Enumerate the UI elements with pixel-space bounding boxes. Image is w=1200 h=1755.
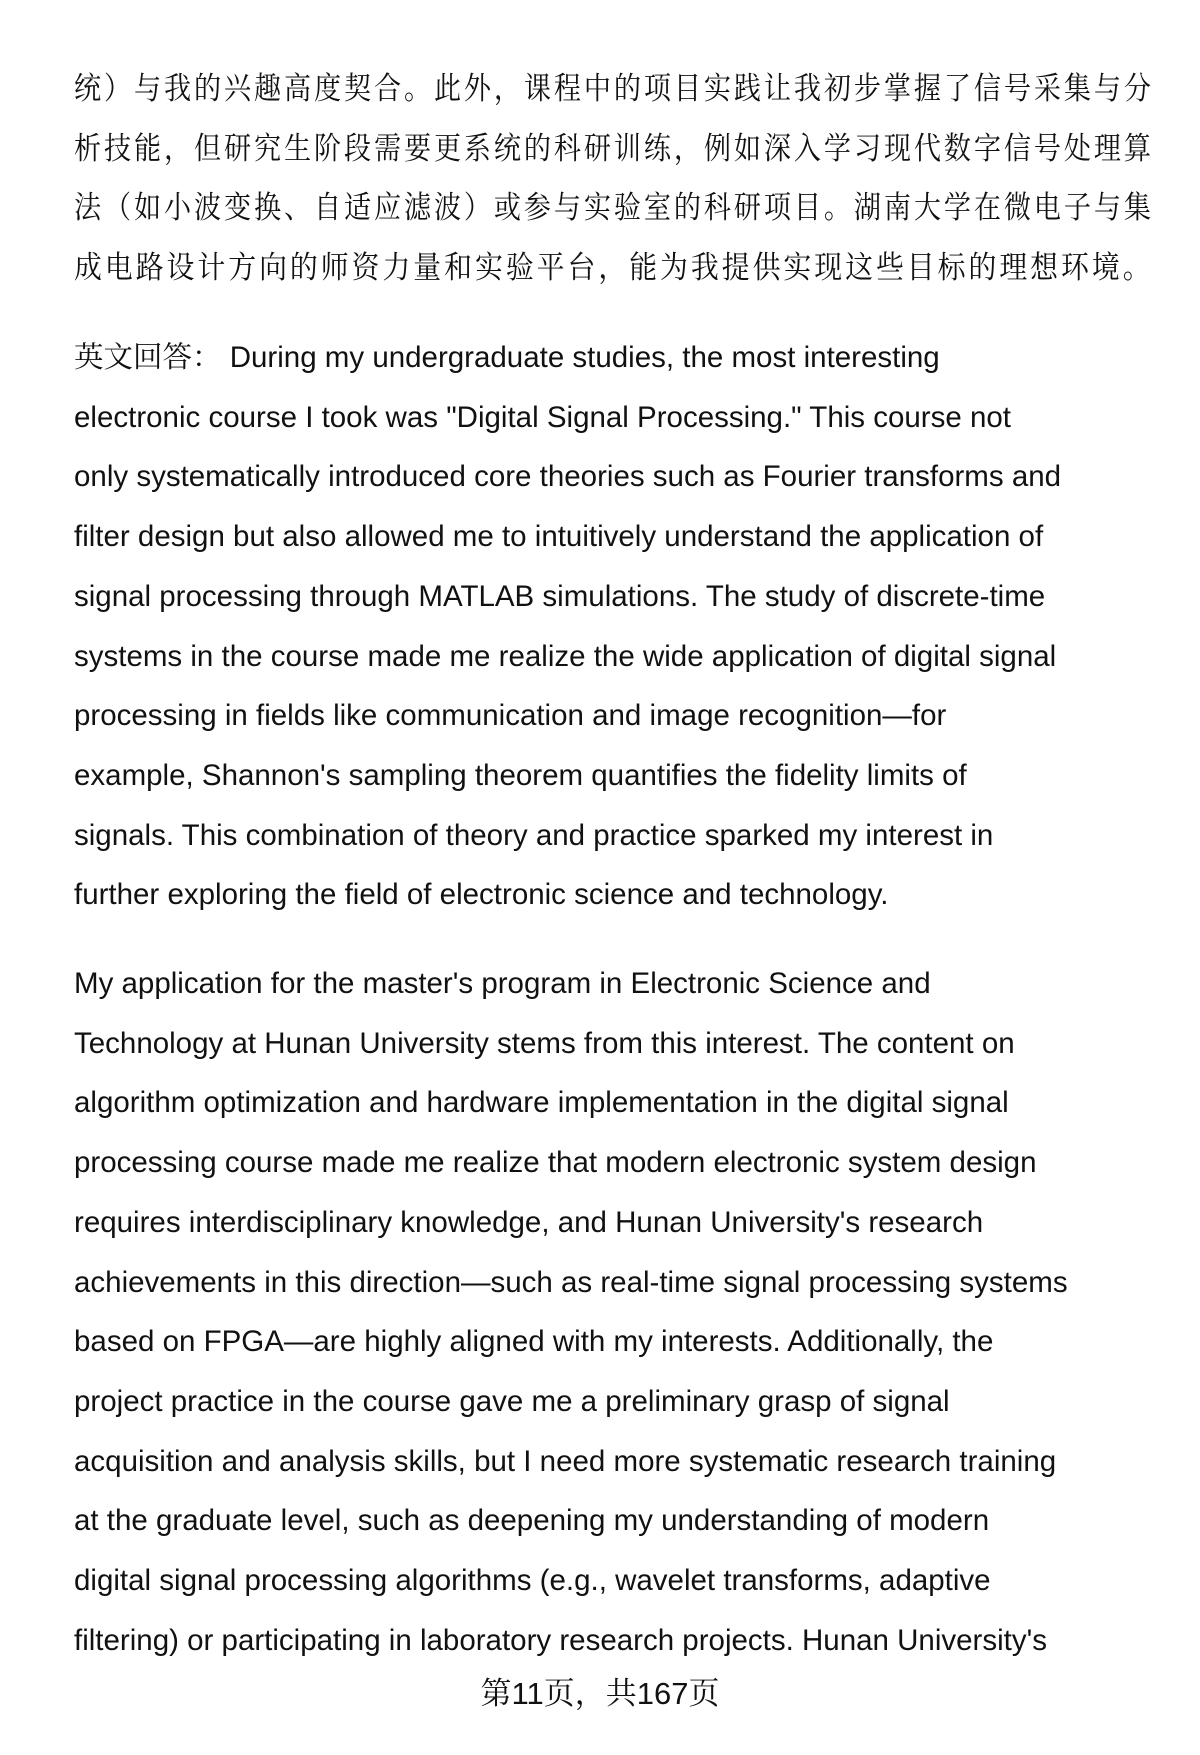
paragraph-en2-line: at the graduate level, such as deepening my understanding of modern [74, 1504, 990, 1538]
paragraph-en2-line: requires interdisciplinary knowledge, and Hunan University's research [74, 1205, 984, 1239]
paragraph-en1-line: processing in fields like communication and image recognition—for [74, 699, 947, 733]
paragraph-en1-line: electronic course I took was "Digital Signal Processing." This course not [74, 400, 1011, 434]
paragraph-en1-line: further exploring the field of electronic science and technology. [74, 878, 889, 912]
paragraph-en1-line: signal processing through MATLAB simulations. The study of discrete-time [74, 579, 1046, 613]
paragraph-en1-line: only systematically introduced core theories such as Fourier transforms and [74, 460, 1062, 494]
paragraph-en2-line: Technology at Hunan University stems from this interest. The content on [74, 1026, 1015, 1060]
paragraph-zh-line: 统）与我的兴趣高度契合。此外，课程中的项目实践让我初步掌握了信号采集与分 [74, 71, 1154, 106]
paragraph-en2-line: achievements in this direction—such as real-time signal processing systems [74, 1265, 1068, 1299]
paragraph-en2-line: acquisition and analysis skills, but I need more systematic research training [74, 1444, 1057, 1478]
paragraph-zh-line: 成电路设计方向的师资力量和实验平台，能为我提供实现这些目标的理想环境。 [74, 250, 1154, 286]
paragraph-zh-line: 析技能，但研究生阶段需要更系统的科研训练，例如深入学习现代数字信号处理算 [74, 130, 1154, 166]
paragraph-en2-line: algorithm optimization and hardware implementation in the digital signal [74, 1086, 1009, 1120]
paragraph-en2-line: project practice in the course gave me a preliminary grasp of signal [74, 1384, 950, 1418]
paragraph-zh-line: 法（如小波变换、自适应滤波）或参与实验室的科研项目。湖南大学在微电子与集 [74, 190, 1154, 226]
paragraph-en1-line: example, Shannon's sampling theorem quantifies the fidelity limits of [74, 758, 967, 792]
paragraph-en1-line: systems in the course made me realize the wide application of digital signal [74, 639, 1057, 673]
paragraph-en2-line: My application for the master's program in Electronic Science and [74, 967, 931, 1000]
page-number: 第11页，共167页 [480, 1676, 720, 1711]
paragraph-en1-line: 英文回答： During my undergraduate studies, the most interesting [74, 341, 940, 374]
paragraph-en2-line: filtering) or participating in laboratory research projects. Hunan University's [74, 1623, 1047, 1657]
paragraph-en2-line: digital signal processing algorithms (e.g., wavelet transforms, adaptive [74, 1564, 991, 1597]
paragraph-en1-line: filter design but also allowed me to intuitively understand the application of [74, 520, 1044, 554]
paragraph-en1-line: signals. This combination of theory and practice sparked my interest in [74, 818, 994, 852]
paragraph-en2-line: processing course made me realize that modern electronic system design [74, 1146, 1037, 1180]
paragraph-en2-line: based on FPGA—are highly aligned with my interests. Additionally, the [74, 1325, 994, 1359]
